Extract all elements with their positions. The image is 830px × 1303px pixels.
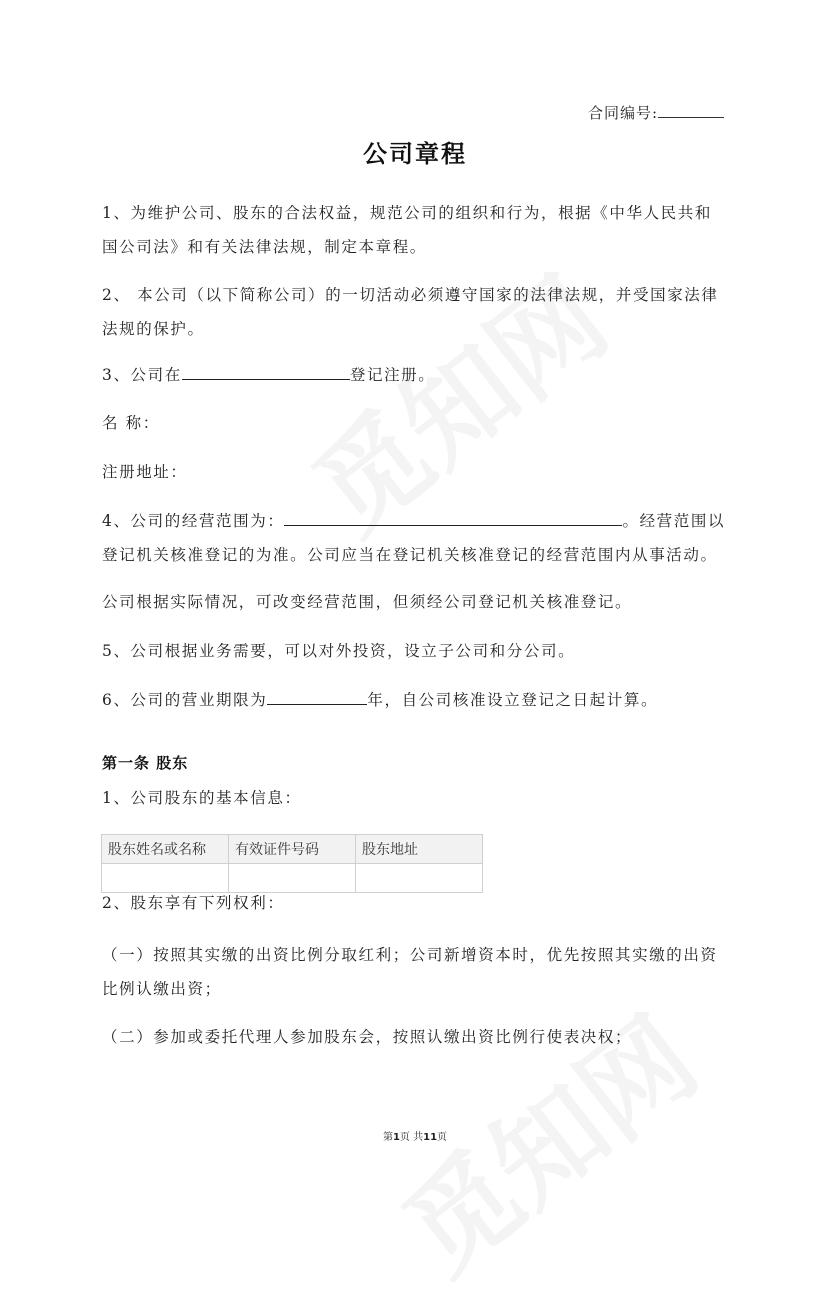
section-heading: 第一条 股东 [102, 754, 189, 772]
document-title: 公司章程 [363, 140, 467, 168]
paragraph-4-text: 4、公司的经营范围为： [102, 512, 285, 530]
table-header-cell: 有效证件号码 [229, 835, 356, 864]
paragraph-4b: 公司根据实际情况，可改变经营范围，但须经公司登记机关核准登记。 [102, 593, 633, 611]
page-prefix: 第 [382, 1132, 393, 1143]
paragraph-3-text-end: 登记注册。 [349, 366, 436, 384]
address-label: 注册地址： [102, 463, 188, 481]
page-mid: 页 共 [399, 1132, 424, 1143]
shareholder-table [101, 834, 483, 893]
contract-number-label: 合同编号: [588, 104, 659, 122]
paragraph-3-text: 3、公司在 [102, 366, 182, 384]
page-suffix: 页 [437, 1132, 448, 1143]
paragraph-6 [102, 683, 727, 717]
contract-number-blank [658, 103, 724, 118]
section-item-2: 2、股东享有下列权利： [102, 894, 285, 912]
paragraph-2: 2、 本公司（以下简称公司）的一切活动必须遵守国家的法律法规，并受国家法律法规的保护。 [102, 286, 719, 338]
term-years-blank [267, 686, 367, 705]
paragraph-4 [102, 504, 727, 572]
paragraph-6-text-end: 年，自公司核准设立登记之日起计算。 [367, 691, 659, 709]
table-header-cell: 股东地址 [356, 835, 483, 864]
paragraph-3 [102, 358, 727, 392]
right-1: （一）按照其实缴的出资比例分取红利；公司新增资本时，优先按照其实缴的出资比例认缴出资； [102, 946, 718, 998]
right-2: （二）参加或委托代理人参加股东会，按照认缴出资比例行使表决权； [102, 1028, 633, 1046]
name-label: 名 称： [102, 414, 160, 432]
registration-place-blank [182, 361, 350, 380]
table-header-cell: 股东姓名或名称 [102, 835, 229, 864]
business-scope-blank [284, 507, 622, 526]
paragraph-4-text-end: 。经营范围以登记机关核准登记的为准。公司应当在登记机关核准登记的经营范围内从事活动。 [102, 512, 726, 564]
paragraph-5: 5、公司根据业务需要，可以对外投资，设立子公司和分公司。 [102, 642, 576, 660]
page-footer [0, 1128, 830, 1143]
section-item-1: 1、公司股东的基本信息： [102, 789, 302, 807]
page-total: 11 [423, 1132, 438, 1143]
paragraph-1: 1、为维护公司、股东的合法权益，规范公司的组织和行为，根据《中华人民共和国公司法》和有关法律法规，制定本章程。 [102, 204, 712, 256]
contract-number [588, 102, 724, 123]
table-header-row [102, 835, 483, 864]
page-current: 1 [392, 1132, 400, 1143]
paragraph-6-text: 6、公司的营业期限为 [102, 691, 268, 709]
